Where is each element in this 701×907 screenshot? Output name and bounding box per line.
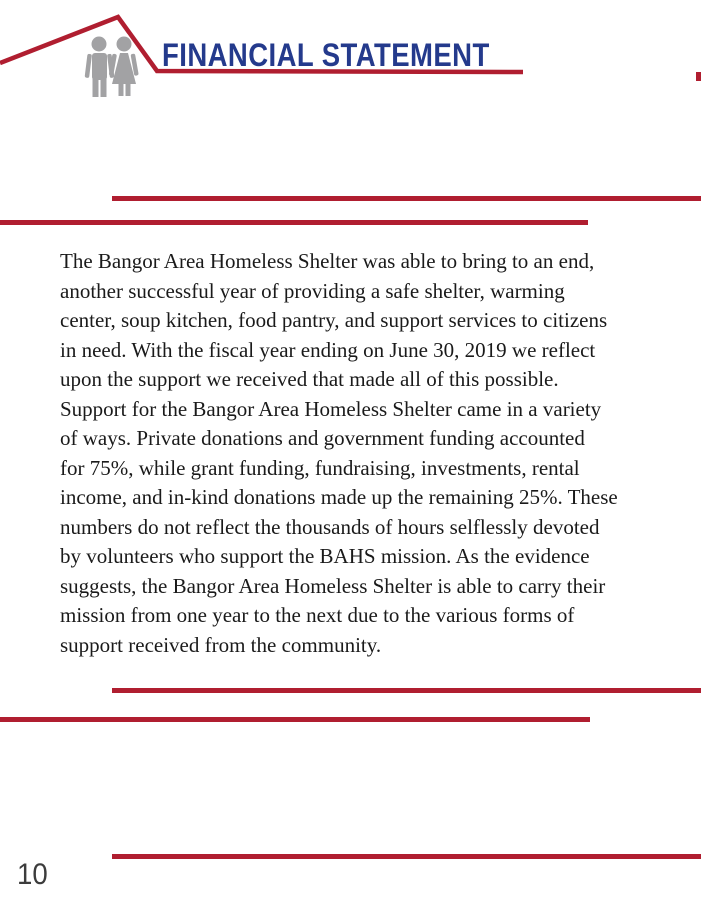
- financial-statement-paragraph: [60, 247, 660, 660]
- paragraph-line: suggests, the Bangor Area Homeless Shelter is able to carry their: [60, 573, 606, 598]
- page-edge-mark: [696, 72, 701, 81]
- divider-bottom-right: [112, 688, 701, 693]
- divider-top-right: [112, 196, 701, 201]
- paragraph-line: center, soup kitchen, food pantry, and support services to citizens: [60, 308, 608, 332]
- paragraph-line: income, and in-kind donations made up the remaining 25%. These: [60, 485, 618, 509]
- page-number: 10: [17, 858, 48, 891]
- paragraph-line: of ways. Private donations and government funding accounted: [60, 426, 585, 450]
- family-icon: [85, 37, 139, 98]
- paragraph-line: by volunteers who support the BAHS mission. As the evidence: [60, 544, 590, 568]
- paragraph-line: numbers do not reflect the thousands of hours selflessly devoted: [60, 514, 600, 539]
- paragraph-line: mission from one year to the next due to the various forms of: [60, 603, 575, 627]
- paragraph-line: another successful year of providing a safe shelter, warming: [60, 278, 565, 303]
- divider-bottom-left: [0, 717, 590, 722]
- paragraph-line: for 75%, while grant funding, fundraising, investments, rental: [60, 455, 580, 480]
- paragraph-line: support received from the community.: [60, 632, 382, 657]
- paragraph-line: The Bangor Area Homeless Shelter was able to bring to an end,: [60, 249, 595, 273]
- paragraph-line: in need. With the fiscal year ending on June 30, 2019 we reflect: [60, 337, 596, 362]
- footer-divider: [112, 854, 701, 859]
- paragraph-line: upon the support we received that made all of this possible.: [60, 367, 559, 391]
- divider-top-left: [0, 220, 588, 225]
- paragraph-line: Support for the Bangor Area Homeless Shelter came in a variety: [60, 396, 602, 421]
- page-title: FINANCIAL STATEMENT: [162, 37, 490, 73]
